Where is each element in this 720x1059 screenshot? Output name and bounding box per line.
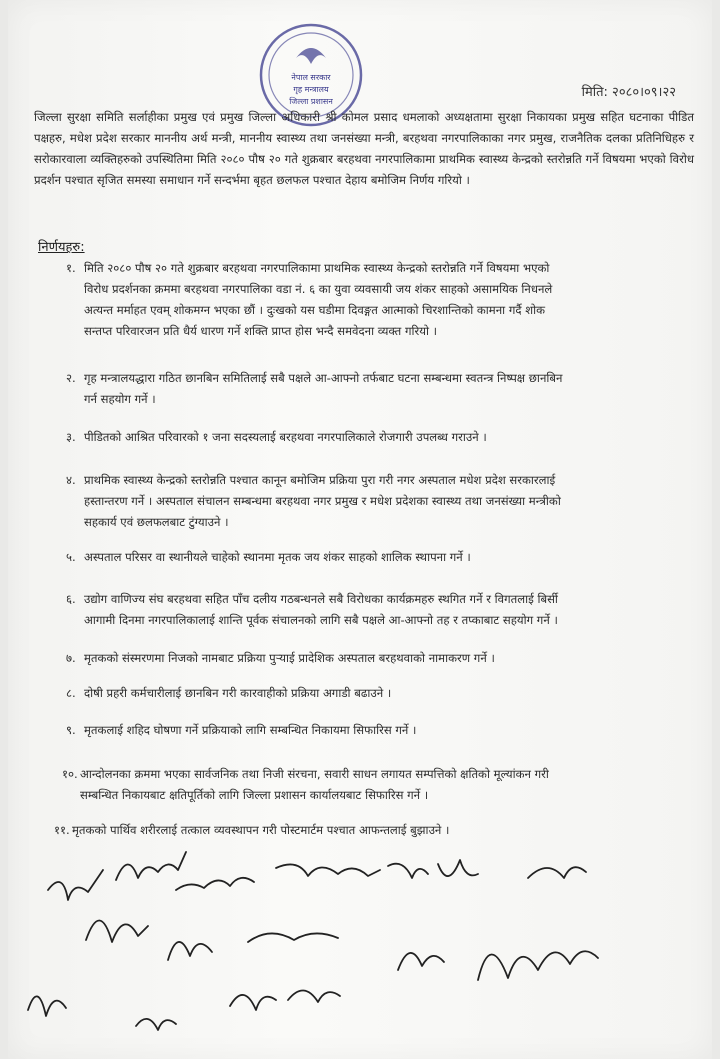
decision-line: हस्तान्तरण गर्ने । अस्पताल संचालन सम्बन्धमा बरहथवा नगर प्रमुख र मधेश प्रदेशका स्वास्थ्य तथा जनसंख्या मन्त्रीको — [84, 494, 561, 508]
signature-8 — [86, 920, 148, 942]
decision-number: ७. — [66, 651, 76, 665]
decision-line: मृतकको पार्थिव शरीरलाई तत्काल व्यवस्थापन गरी पोस्टमार्टम पश्चात आफन्तलाई बुझाउने । — [72, 823, 450, 837]
signature-5 — [388, 864, 428, 878]
intro-paragraph: जिल्ला सुरक्षा समिति सर्लाहीका प्रमुख एवं प्रमुख जिल्ला अधिकारी श्री कोमल प्रसाद धमलाको अध्यक्षतामा सुरक्षा निकायका प्रमुख सहित घटनाका पीडित पक्षहरु, मधेश प्रदेश सरकार माननीय अर्थ मन्त्री, माननीय स्वास्थ्य तथा जनसंख्या मन्त्री, बरहथवा नगरपालिकाका नगर प्रमुख, राजनैतिक दलका प्रतिनिधिहरु र सरोकारवाला व्यक्तिहरुको उपस्थितिमा मिति २०८० पौष २० गते शुक्रबार बरहथवा नगरपालिकामा प्राथमिक स्वास्थ्य केन्द्रको स्तरोन्नति गर्ने विषयमा भएको विरोध प्रदर्शन पश्चात सृजित समस्या समाधान गर्ने सन्दर्भमा बृहत छलफल पश्चात देहाय बमोजिम निर्णय गरियो । — [34, 110, 694, 187]
document-page — [8, 0, 712, 1059]
decision-line: आन्दोलनका क्रममा भएका सार्वजनिक तथा निजी संरचना, सवारी साधन लगायत सम्पत्तिको क्षतिको मूल्यांकन गरी — [80, 767, 549, 781]
decisions-heading: निर्णयहरु: — [38, 240, 85, 255]
seal-line-2: गृह मन्त्रालय — [293, 85, 329, 94]
decision-item — [66, 720, 696, 741]
decision-item — [62, 764, 692, 806]
signature-16 — [288, 990, 340, 1002]
signature-3 — [176, 878, 254, 890]
signature-15 — [230, 995, 276, 1010]
decision-line: सहकार्य एवं छलफलबाट टुंग्याउने । — [84, 515, 229, 529]
decision-item — [66, 470, 696, 533]
signature-11 — [398, 953, 444, 970]
decision-number: ३. — [66, 430, 76, 444]
decision-line: उद्योग वाणिज्य संघ बरहथवा सहित पाँच दलीय गठबन्धनले सबै विरोधका कार्यक्रमहरु स्थगित गर्ने र विगतलाई बिर्सी — [84, 592, 558, 606]
decision-number: ९. — [66, 723, 76, 737]
signature-10 — [248, 933, 338, 942]
decision-number: ६. — [66, 592, 76, 606]
decision-line: विरोध प्रदर्शनका क्रममा बरहथवा नगरपालिका वडा नं. ६ का युवा व्यवसायी जय शंकर साहको असामयिक निधनले — [84, 282, 553, 296]
signature-7 — [528, 867, 586, 878]
signature-13 — [28, 996, 66, 1016]
decision-line: अस्पताल परिसर वा स्थानीयले चाहेको स्थानमा मृतक जय शंकर साहको शालिक स्थापना गर्ने । — [84, 550, 471, 564]
signature-6 — [438, 860, 478, 876]
decision-item — [66, 547, 696, 568]
decision-number: १०. — [62, 767, 78, 781]
signature-9 — [168, 942, 212, 960]
signature-4 — [276, 864, 380, 876]
decision-line: मृतकको संस्मरणमा निजको नामबाट प्रक्रिया पुर्‍याई प्रादेशिक अस्पताल बरहथवाको नामाकरण गर्ने । — [84, 651, 495, 665]
seal-line-1: नेपाल सरकार — [291, 73, 331, 82]
signatures-area — [8, 830, 712, 1059]
decision-number: २. — [66, 371, 76, 385]
decision-item — [66, 258, 696, 342]
decision-line: मृतकलाई शहिद घोषणा गर्ने प्रक्रियाको लागि सम्बन्धित निकायमा सिफारिस गर्ने । — [84, 723, 417, 737]
decision-line: सम्बन्धित निकायबाट क्षतिपूर्तिको लागि जिल्ला प्रशासन कार्यालयबाट सिफारिस गर्ने । — [80, 788, 429, 802]
decision-line: सन्तप्त परिवारजन प्रति धैर्य धारण गर्ने शक्ति प्राप्त होस भन्दै समवेदना व्यक्त गरियो । — [84, 324, 438, 338]
signature-2 — [116, 852, 186, 880]
signature-12 — [478, 951, 598, 980]
decision-number: ५. — [66, 550, 76, 564]
decision-line: मिति २०८० पौष २० गते शुक्रबार बरहथवा नगरपालिकामा प्राथमिक स्वास्थ्य केन्द्रको स्तरोन्नति गर्ने विषयमा भएको — [84, 261, 550, 275]
decision-line: अत्यन्त मर्माहत एवम् शोकमग्न भएका छौं । दुःखको यस घडीमा दिवङ्गत आत्माको चिरशान्तिको कामना गर्दै शोक — [84, 303, 546, 317]
decision-number: १. — [66, 261, 76, 275]
decision-line: गर्न सहयोग गर्ने । — [84, 392, 156, 406]
decision-line: पीडितको आश्रित परिवारको १ जना सदस्यलाई बरहथवा नगरपालिकाले रोजगारी उपलब्ध गराउने । — [84, 430, 487, 444]
decision-item — [66, 648, 696, 669]
decision-number: ११. — [54, 823, 70, 837]
decision-number: ८. — [66, 686, 76, 700]
seal-line-3: जिल्ला प्रशासन — [289, 97, 333, 106]
decision-item — [66, 683, 696, 704]
signature-1 — [48, 870, 103, 900]
signature-14 — [136, 1019, 176, 1030]
decision-item — [66, 589, 696, 631]
decision-line: दोषी प्रहरी कर्मचारीलाई छानबिन गरी कारवाहीको प्रक्रिया अगाडी बढाउने । — [84, 686, 392, 700]
decision-line: आगामी दिनमा नगरपालिकालाई शान्ति पूर्वक संचालनको लागि सबै पक्षले आ-आफ्नो तह र तप्काबाट सहयोग गर्ने । — [84, 613, 558, 627]
decision-item — [66, 368, 696, 410]
decision-line: गृह मन्त्रालयद्धारा गठित छानबिन समितिलाई सबै पक्षले आ-आफ्नो तर्फबाट घटना सम्बन्धमा स्वतन्त्र निष्पक्ष छानबिन — [84, 371, 563, 385]
decision-item — [66, 427, 696, 448]
document-date: मिति: २०८०।०९।२२ — [581, 85, 676, 100]
decision-number: ४. — [66, 473, 76, 487]
decision-line: प्राथमिक स्वास्थ्य केन्द्रको स्तरोन्नति पश्चात कानून बमोजिम प्रक्रिया पुरा गरी नगर अस्पताल मधेश प्रदेश सरकारलाई — [84, 473, 556, 487]
